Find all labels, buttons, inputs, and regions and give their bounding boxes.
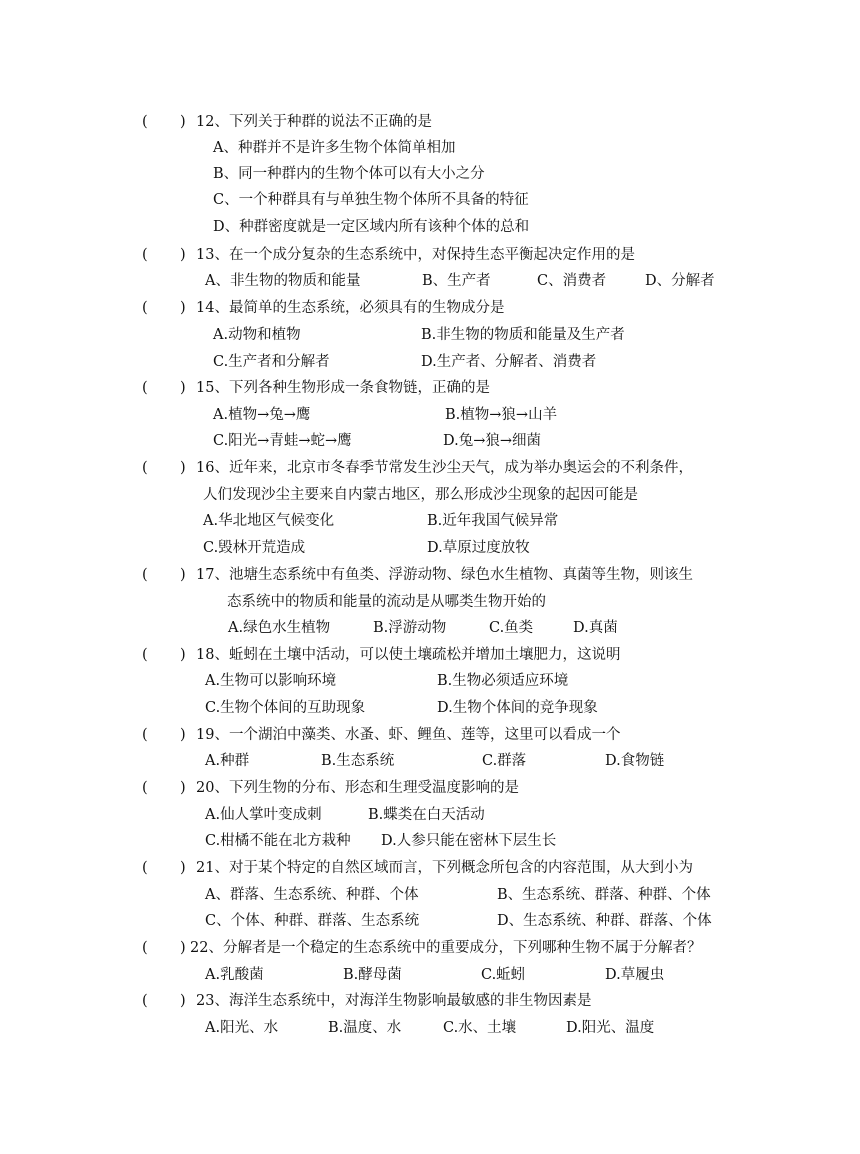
option-d: D、种群密度就是一定区域内所有该种个体的总和: [213, 219, 530, 235]
option-c: C、消费者: [537, 273, 607, 289]
question-stem: 12、下列关于种群的说法不正确的是: [196, 114, 432, 130]
question-stem-continued: 人们发现沙尘主要来自内蒙古地区，那么形成沙尘现象的起因可能是: [203, 487, 638, 503]
question-12: ( ) 12、下列关于种群的说法不正确的是: [142, 114, 432, 130]
question-17: ( ) 17、池塘生态系统中有鱼类、浮游动物、绿色水生植物、真菌等生物，则该生: [142, 567, 693, 583]
question-13: ( ) 13、在一个成分复杂的生态系统中，对保持生态平衡起决定作用的是: [142, 247, 635, 263]
option-d: D、生态系统、种群、群落、个体: [497, 913, 712, 929]
option-c: C.毁林开荒造成: [203, 540, 306, 556]
question-14: ( ) 14、最简单的生态系统，必须具有的生物成分是: [142, 300, 505, 316]
option-b: B.蝶类在白天活动: [368, 807, 485, 823]
option-d: D.阳光、温度: [566, 1020, 655, 1036]
option-d: D.真菌: [573, 620, 618, 636]
question-21: ( ) 21、对于某个特定的自然区域而言，下列概念所包含的内容范围，从大到小为: [142, 860, 693, 876]
option-d: D.食物链: [605, 753, 665, 769]
option-a: A、种群并不是许多生物个体简单相加: [213, 140, 456, 156]
question-stem: 16、近年来，北京市冬春季节常发生沙尘天气，成为举办奥运会的不利条件，: [196, 460, 693, 476]
option-b: B.非生物的物质和能量及生产者: [421, 327, 625, 343]
option-a: A.绿色水生植物: [228, 620, 331, 636]
option-b: B、同一种群内的生物个体可以有大小之分: [213, 166, 485, 182]
option-d: D.草原过度放牧: [427, 540, 530, 556]
option-b: B.浮游动物: [373, 620, 447, 636]
question-15: ( ) 15、下列各种生物形成一条食物链，正确的是: [142, 380, 490, 396]
question-stem: 23、海洋生态系统中，对海洋生物影响最敏感的非生物因素是: [196, 993, 592, 1009]
option-b: B、生态系统、群落、种群、个体: [497, 887, 711, 903]
question-stem: 22、分解者是一个稳定的生态系统中的重要成分，下列哪种生物不属于分解者？: [190, 940, 702, 956]
option-d: D.生物个体间的竞争现象: [437, 700, 598, 716]
question-stem: 13、在一个成分复杂的生态系统中，对保持生态平衡起决定作用的是: [196, 247, 635, 263]
question-16: ( ) 16、近年来，北京市冬春季节常发生沙尘天气，成为举办奥运会的不利条件，: [142, 460, 693, 476]
question-stem: 19、一个湖泊中藻类、水蚤、虾、鲤鱼、莲等，这里可以看成一个: [196, 727, 621, 743]
option-a: A.种群: [205, 753, 250, 769]
option-a: A.华北地区气候变化: [203, 513, 335, 529]
option-c: C.鱼类: [489, 620, 534, 636]
option-c: C、一个种群具有与单独生物个体所不具备的特征: [213, 192, 529, 208]
option-c: C.生物个体间的互助现象: [205, 700, 366, 716]
question-stem-continued: 态系统中的物质和能量的流动是从哪类生物开始的: [227, 594, 546, 610]
option-a: A.仙人掌叶变成刺: [205, 807, 322, 823]
option-b: B.植物→狼→山羊: [445, 407, 558, 423]
option-d: D.生产者、分解者、消费者: [421, 354, 597, 370]
option-b: B、生产者: [422, 273, 491, 289]
question-20: ( ) 20、下列生物的分布、形态和生理受温度影响的是: [142, 780, 519, 796]
option-a: A、群落、生态系统、种群、个体: [205, 887, 419, 903]
option-b: B.生态系统: [321, 753, 395, 769]
option-c: C.群落: [482, 753, 527, 769]
question-stem: 14、最简单的生态系统，必须具有的生物成分是: [196, 300, 505, 316]
option-c: C、个体、种群、群落、生态系统: [205, 913, 420, 929]
question-22: ( ) 22、分解者是一个稳定的生态系统中的重要成分，下列哪种生物不属于分解者？: [142, 940, 702, 956]
question-stem: 17、池塘生态系统中有鱼类、浮游动物、绿色水生植物、真菌等生物，则该生: [196, 567, 693, 583]
option-b: B.酵母菌: [343, 967, 402, 983]
option-a: A.生物可以影响环境: [205, 673, 337, 689]
question-stem: 20、下列生物的分布、形态和生理受温度影响的是: [196, 780, 519, 796]
option-c: C.水、土壤: [443, 1020, 517, 1036]
option-b: B.温度、水: [328, 1020, 402, 1036]
option-b: B.近年我国气候异常: [427, 513, 559, 529]
option-c: C.生产者和分解者: [213, 354, 330, 370]
option-c: C.柑橘不能在北方栽种: [205, 833, 351, 849]
option-c: C.蚯蚓: [481, 967, 526, 983]
option-a: A.动物和植物: [213, 327, 301, 343]
option-b: B.生物必须适应环境: [437, 673, 569, 689]
option-c: C.阳光→青蛙→蛇→鹰: [213, 433, 352, 449]
option-a: A.阳光、水: [205, 1020, 279, 1036]
option-a: A、非生物的物质和能量: [205, 273, 361, 289]
option-d: D.兔→狼→细菌: [443, 433, 542, 449]
option-d: D、分解者: [645, 273, 715, 289]
option-a: A.乳酸菌: [205, 967, 264, 983]
question-stem: 15、下列各种生物形成一条食物链，正确的是: [196, 380, 490, 396]
question-19: ( ) 19、一个湖泊中藻类、水蚤、虾、鲤鱼、莲等，这里可以看成一个: [142, 727, 621, 743]
question-23: ( ) 23、海洋生态系统中，对海洋生物影响最敏感的非生物因素是: [142, 993, 592, 1009]
question-stem: 21、对于某个特定的自然区域而言，下列概念所包含的内容范围，从大到小为: [196, 860, 693, 876]
option-d: D.草履虫: [605, 967, 665, 983]
question-stem: 18、蚯蚓在土壤中活动，可以使土壤疏松并增加土壤肥力，这说明: [196, 647, 621, 663]
option-d: D.人参只能在密林下层生长: [381, 833, 557, 849]
question-18: ( ) 18、蚯蚓在土壤中活动，可以使土壤疏松并增加土壤肥力，这说明: [142, 647, 621, 663]
option-a: A.植物→兔→鹰: [213, 407, 311, 423]
